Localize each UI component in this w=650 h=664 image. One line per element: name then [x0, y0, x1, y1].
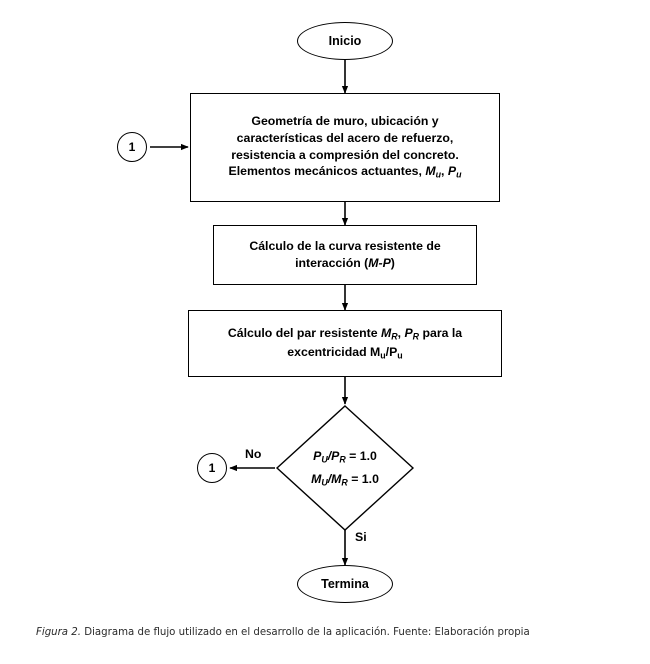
node-input-data[interactable] — [190, 93, 500, 202]
connector-in[interactable] — [117, 132, 147, 162]
edge-label-no: No — [245, 447, 262, 461]
curve-line-2-close: ) — [390, 256, 395, 270]
figure-caption-label: Figura 2. — [36, 627, 82, 638]
input-line-4-text: Elementos mecánicos actuantes, — [228, 164, 426, 179]
pair-line-1-tail: para la — [419, 326, 463, 341]
symbol-Mu-sub: u — [435, 169, 442, 180]
node-end[interactable] — [297, 565, 393, 603]
symbol-Mu: M — [425, 164, 436, 179]
symbol-MU: M — [311, 472, 322, 486]
input-line-3: resistencia a compresión del concreto. — [231, 147, 459, 162]
connector-out-label: 1 — [208, 460, 216, 475]
symbol-PU: P — [313, 448, 322, 463]
node-curve-calc[interactable] — [213, 225, 477, 285]
symbol-Pu-sub: u — [456, 169, 462, 180]
symbol-PR2-sub: R — [339, 454, 346, 465]
edge-label-si: Si — [355, 530, 367, 544]
curve-line-2-text: interacción ( — [295, 256, 369, 270]
symbol-Pu: P — [447, 164, 457, 179]
symbol-MU-sub: U — [321, 477, 328, 488]
curve-line-2 — [249, 255, 440, 272]
symbol-MR2-sub: R — [341, 477, 348, 488]
connector-in-label: 1 — [128, 139, 136, 154]
symbol-PR: P — [404, 326, 413, 341]
figure-caption-text: Diagrama de flujo utilizado en el desarrollo de la aplicación. Fuente: Elaboración propia — [81, 627, 530, 638]
pair-line-1-comma: , — [397, 326, 405, 341]
connector-out[interactable] — [197, 453, 227, 483]
symbol-MP: M-P — [368, 256, 391, 270]
input-line-4-comma: , — [441, 164, 448, 179]
decision-line-2-value: = 1.0 — [347, 472, 379, 486]
pair-line-1-text: Cálculo del par resistente — [227, 326, 381, 341]
symbol-PR-sub: R — [412, 331, 420, 342]
decision-line-1 — [313, 445, 377, 468]
symbol-MR-sub: R — [391, 331, 398, 342]
node-pair-calc[interactable] — [188, 310, 502, 377]
pair-line-1 — [228, 325, 462, 343]
decision-line-2 — [311, 468, 379, 491]
node-decision[interactable] — [275, 404, 415, 532]
symbol-PR2: /P — [327, 448, 340, 463]
input-line-2: características del acero de refuerzo, — [236, 130, 454, 145]
pair-line-2-sub1: u — [380, 349, 386, 360]
symbol-MR2: /M — [327, 472, 342, 486]
node-end-label: Termina — [321, 576, 369, 591]
pair-line-2-text: excentricidad M — [287, 344, 381, 359]
decision-line-1-value: = 1.0 — [345, 448, 377, 463]
decision-text — [275, 404, 415, 532]
curve-line-1: Cálculo de la curva resistente de — [249, 239, 441, 254]
pair-line-2-sub2: u — [397, 349, 403, 360]
pair-line-2 — [228, 344, 462, 362]
node-start-label: Inicio — [328, 33, 362, 48]
symbol-MR: M — [380, 326, 392, 341]
input-line-4 — [229, 163, 462, 181]
node-start[interactable] — [297, 22, 393, 60]
pair-line-2-mid: /P — [385, 344, 398, 359]
figure-caption — [36, 625, 621, 640]
symbol-PU-sub: U — [321, 454, 328, 465]
input-line-1: Geometría de muro, ubicación y — [251, 114, 439, 129]
